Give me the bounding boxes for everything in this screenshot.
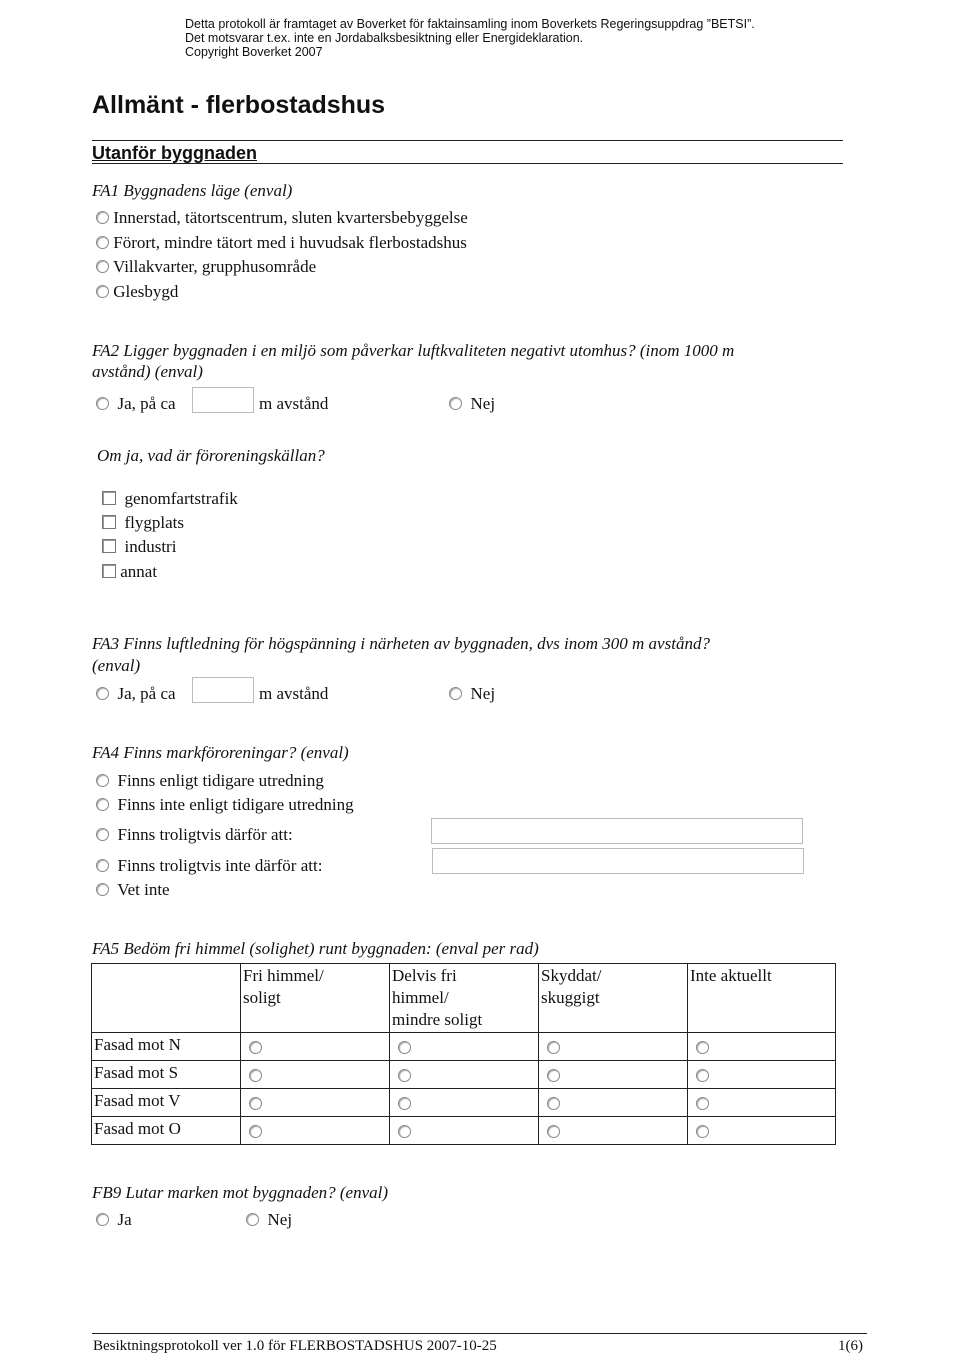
- option-label: Förort, mindre tätort med i huvudsak flerbostadshus: [113, 233, 467, 252]
- table-cell[interactable]: [390, 1061, 539, 1089]
- radio-button[interactable]: [96, 883, 109, 896]
- table-cell[interactable]: [241, 1033, 390, 1061]
- option-label: Nej: [267, 1210, 293, 1229]
- option-label: Finns troligtvis därför att:: [117, 825, 293, 844]
- fa2-question-line-1: FA2 Ligger byggnaden i en miljö som påverkar luftkvaliteten negativt utomhus? (inom 1000 m: [92, 341, 735, 360]
- header-line-3: Copyright Boverket 2007: [185, 45, 323, 59]
- fa2-sub-question: Om ja, vad är föroreningskällan?: [97, 446, 325, 465]
- option-label: Nej: [470, 394, 496, 413]
- option-label: Nej: [470, 684, 496, 703]
- fa3-question-line-1: FA3 Finns luftledning för högspänning i närheten av byggnaden, dvs inom 300 m avstånd?: [92, 634, 710, 653]
- table-cell[interactable]: [688, 1061, 836, 1089]
- row-label: Fasad mot S: [92, 1061, 241, 1089]
- row-label: Fasad mot N: [92, 1033, 241, 1061]
- option-label: Finns troligtvis inte därför att:: [117, 856, 323, 875]
- table-cell[interactable]: [688, 1089, 836, 1117]
- radio-button[interactable]: [547, 1097, 560, 1110]
- fa4-reason-not-input[interactable]: [432, 848, 804, 874]
- fa2-question-line-2: avstånd) (enval): [92, 362, 203, 381]
- fa4-reason-input[interactable]: [431, 818, 803, 844]
- radio-button[interactable]: [547, 1125, 560, 1138]
- table-cell[interactable]: [390, 1033, 539, 1061]
- section-rule-top: [92, 140, 843, 141]
- fa4-option-1[interactable]: [96, 771, 324, 791]
- radio-button[interactable]: [398, 1041, 411, 1054]
- fb9-question: FB9 Lutar marken mot byggnaden? (enval): [92, 1183, 389, 1202]
- table-cell[interactable]: [539, 1117, 688, 1145]
- fa1-option-1[interactable]: [96, 208, 468, 228]
- checkbox[interactable]: [102, 515, 116, 529]
- radio-button[interactable]: [696, 1041, 709, 1054]
- header-line-2: Det motsvarar t.ex. inte en Jordabalksbesiktning eller Energideklaration.: [185, 31, 584, 45]
- checkbox[interactable]: [102, 539, 116, 553]
- radio-button[interactable]: [96, 236, 109, 249]
- section-title: Utanför byggnaden: [92, 143, 257, 163]
- header-text: Fri himmel/: [243, 966, 324, 985]
- header-text: Skyddat/: [541, 966, 602, 985]
- checkbox[interactable]: [102, 564, 116, 578]
- radio-button[interactable]: [96, 687, 109, 700]
- radio-button[interactable]: [96, 1213, 109, 1226]
- header-text: soligt: [243, 988, 281, 1007]
- table-cell[interactable]: [241, 1061, 390, 1089]
- fa1-option-2[interactable]: [96, 233, 467, 253]
- radio-button[interactable]: [449, 397, 462, 410]
- radio-button[interactable]: [547, 1069, 560, 1082]
- corner-cell: [92, 964, 241, 1033]
- radio-button[interactable]: [398, 1069, 411, 1082]
- fa4-option-5[interactable]: [96, 880, 170, 900]
- fa2-distance-input[interactable]: [192, 387, 254, 413]
- radio-button[interactable]: [96, 260, 109, 273]
- fa2-distance-unit: m avstånd: [259, 394, 329, 413]
- option-label: flygplats: [124, 513, 184, 532]
- radio-button[interactable]: [96, 828, 109, 841]
- radio-button[interactable]: [547, 1041, 560, 1054]
- table-cell[interactable]: [539, 1061, 688, 1089]
- footer-left: Besiktningsprotokoll ver 1.0 för FLERBOSTADSHUS 2007-10-25: [93, 1338, 497, 1354]
- fa3-question-line-2: (enval): [92, 656, 141, 675]
- table-cell[interactable]: [390, 1117, 539, 1145]
- option-label: Vet inte: [117, 880, 170, 899]
- radio-button[interactable]: [96, 211, 109, 224]
- fa3-distance-input[interactable]: [192, 677, 254, 703]
- table-cell[interactable]: [688, 1033, 836, 1061]
- fa1-option-4[interactable]: [96, 282, 178, 302]
- option-label: Finns inte enligt tidigare utredning: [117, 795, 354, 814]
- source-option-3[interactable]: [102, 537, 176, 557]
- page-title: Allmänt - flerbostadshus: [92, 91, 386, 119]
- radio-button[interactable]: [449, 687, 462, 700]
- option-label: Villakvarter, grupphusområde: [112, 257, 317, 276]
- radio-button[interactable]: [249, 1041, 262, 1054]
- radio-button[interactable]: [696, 1125, 709, 1138]
- header-text: Inte aktuellt: [690, 966, 772, 985]
- fa3-yes-option[interactable]: [96, 684, 176, 704]
- checkbox[interactable]: [102, 491, 116, 505]
- option-label: Finns enligt tidigare utredning: [117, 771, 324, 790]
- page-number: 1(6): [838, 1338, 863, 1354]
- table-cell[interactable]: [539, 1033, 688, 1061]
- column-header: [688, 964, 836, 1033]
- table-cell[interactable]: [241, 1117, 390, 1145]
- column-header: [241, 964, 390, 1033]
- fa3-no-option[interactable]: [449, 684, 495, 704]
- option-label: Innerstad, tätortscentrum, sluten kvartersbebyggelse: [113, 208, 468, 227]
- radio-button[interactable]: [96, 774, 109, 787]
- footer-rule: [92, 1333, 867, 1334]
- row-label: Fasad mot O: [92, 1117, 241, 1145]
- fa1-option-3[interactable]: [96, 257, 316, 277]
- option-label: Ja, på ca: [117, 394, 176, 413]
- fa2-yes-option[interactable]: [96, 394, 176, 414]
- source-option-1[interactable]: [102, 489, 238, 509]
- option-label: Glesbygd: [113, 282, 179, 301]
- fa1-question: FA1 Byggnadens läge (enval): [92, 181, 293, 200]
- fa5-question: FA5 Bedöm fri himmel (solighet) runt byggnaden: (enval per rad): [92, 939, 539, 958]
- table-cell[interactable]: [390, 1089, 539, 1117]
- radio-button[interactable]: [96, 859, 109, 872]
- header-text: himmel/: [392, 988, 449, 1007]
- fa4-option-3[interactable]: [96, 825, 293, 845]
- radio-button[interactable]: [96, 397, 109, 410]
- fb9-yes-option[interactable]: [96, 1210, 132, 1230]
- radio-button[interactable]: [96, 285, 109, 298]
- radio-button[interactable]: [246, 1213, 259, 1226]
- radio-button[interactable]: [398, 1097, 411, 1110]
- fa4-option-4[interactable]: [96, 856, 322, 876]
- option-label: annat: [120, 562, 158, 581]
- option-label: industri: [124, 537, 177, 556]
- header-text: Delvis fri: [392, 966, 457, 985]
- option-label: Ja, på ca: [117, 684, 176, 703]
- radio-button[interactable]: [249, 1125, 262, 1138]
- row-label: Fasad mot V: [92, 1089, 241, 1117]
- source-option-2[interactable]: [102, 513, 184, 533]
- radio-button[interactable]: [398, 1125, 411, 1138]
- fa3-distance-unit: m avstånd: [259, 684, 329, 703]
- section-rule-bottom: [92, 163, 843, 164]
- header-text: mindre soligt: [392, 1010, 483, 1029]
- table-cell[interactable]: [241, 1089, 390, 1117]
- header-line-1: Detta protokoll är framtaget av Boverket för faktainsamling inom Boverkets Regeringsuppdrag ”BETSI”.: [185, 17, 755, 31]
- option-label: Ja: [117, 1210, 132, 1229]
- radio-button[interactable]: [249, 1069, 262, 1082]
- header-text: skuggigt: [541, 988, 600, 1007]
- radio-button[interactable]: [696, 1069, 709, 1082]
- table-cell[interactable]: [688, 1117, 836, 1145]
- fa2-no-option[interactable]: [449, 394, 495, 414]
- table-cell[interactable]: [539, 1089, 688, 1117]
- column-header: [390, 964, 539, 1033]
- column-header: [539, 964, 688, 1033]
- source-option-4[interactable]: [102, 562, 157, 582]
- radio-button[interactable]: [249, 1097, 262, 1110]
- fb9-no-option[interactable]: [246, 1210, 292, 1230]
- fa4-question: FA4 Finns markföroreningar? (enval): [92, 743, 349, 762]
- fa4-option-2[interactable]: [96, 795, 354, 815]
- fa5-table: [91, 963, 836, 1145]
- radio-button[interactable]: [96, 798, 109, 811]
- option-label: genomfartstrafik: [124, 489, 238, 508]
- radio-button[interactable]: [696, 1097, 709, 1110]
